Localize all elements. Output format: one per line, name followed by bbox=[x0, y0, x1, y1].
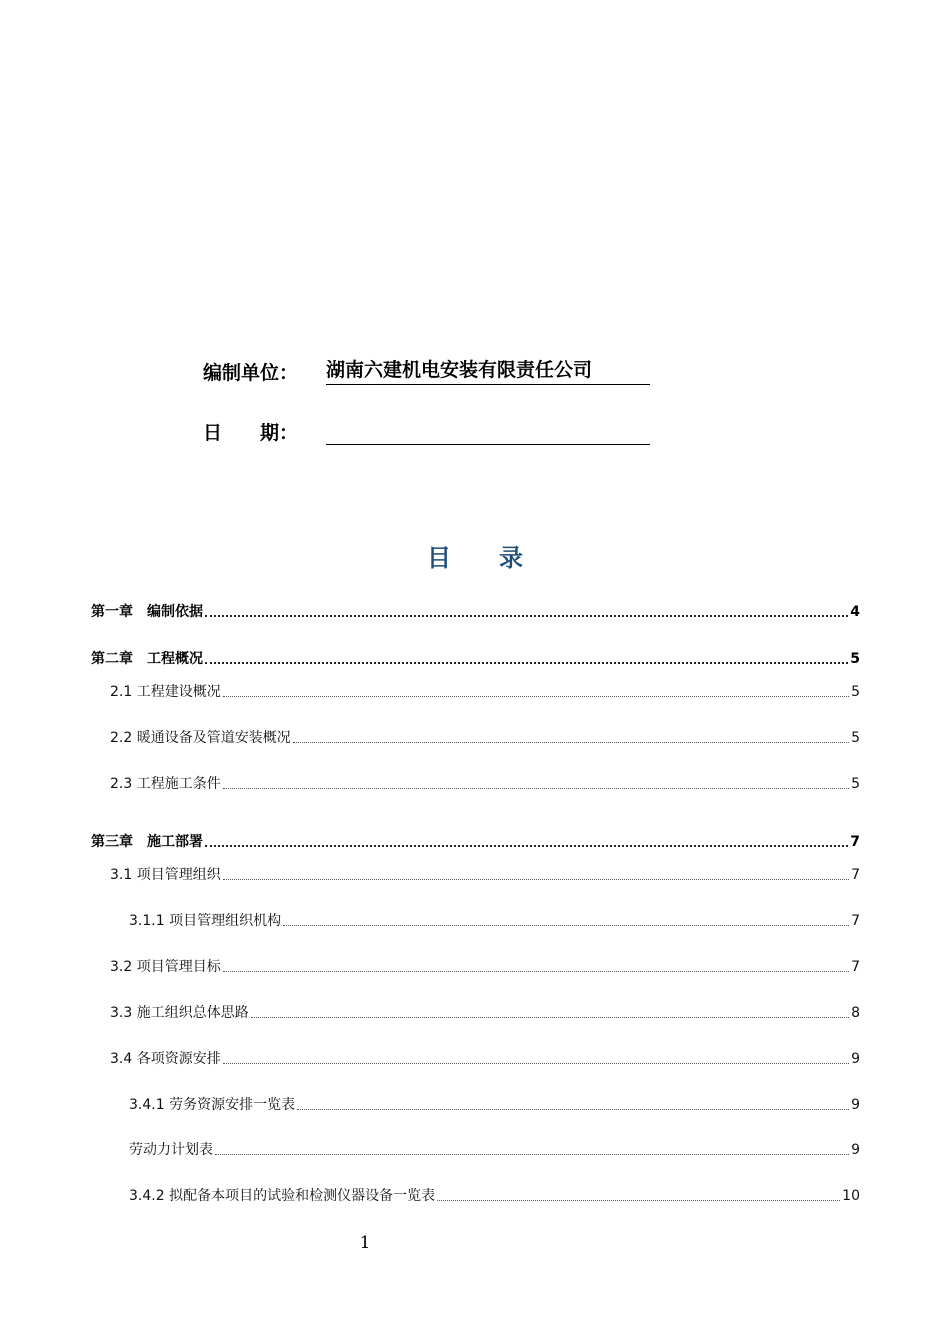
toc-entry-page: 5 bbox=[850, 651, 860, 667]
toc-entry-text: 劳动力计划表 bbox=[129, 1142, 213, 1158]
toc-entry-page: 5 bbox=[851, 684, 860, 700]
toc-entry-page: 7 bbox=[851, 913, 860, 929]
date-value bbox=[326, 418, 650, 445]
toc-entry-page: 9 bbox=[851, 1142, 860, 1158]
toc-entry[interactable] bbox=[0, 771, 860, 793]
toc-entry-text: 2.1 工程建设概况 bbox=[110, 684, 221, 700]
toc-entry-page: 10 bbox=[842, 1188, 860, 1204]
toc-entry-text: 第一章 编制依据 bbox=[91, 604, 203, 620]
toc-entry-text: 3.2 项目管理目标 bbox=[110, 959, 221, 975]
toc-title: 目 录 bbox=[427, 544, 523, 572]
toc-entry[interactable] bbox=[0, 599, 860, 621]
toc-dot-leader bbox=[293, 741, 849, 743]
toc-entry-page: 9 bbox=[851, 1097, 860, 1113]
toc-dot-leader bbox=[205, 614, 848, 617]
toc-dot-leader bbox=[205, 844, 848, 847]
toc-dot-leader bbox=[223, 970, 849, 972]
toc-dot-leader bbox=[437, 1199, 840, 1201]
toc-entry-page: 8 bbox=[851, 1005, 860, 1021]
toc-dot-leader bbox=[223, 1062, 849, 1064]
unit-value: 湖南六建机电安装有限责任公司 bbox=[326, 358, 650, 385]
toc-entry[interactable] bbox=[0, 679, 860, 701]
toc-entry[interactable] bbox=[0, 862, 860, 884]
toc-dot-leader bbox=[215, 1153, 849, 1155]
toc-entry-text: 3.1 项目管理组织 bbox=[110, 867, 221, 883]
toc-entry-text: 2.2 暖通设备及管道安装概况 bbox=[110, 730, 291, 746]
toc-dot-leader bbox=[283, 924, 849, 926]
toc-entry-page: 5 bbox=[851, 776, 860, 792]
toc-entry-text: 3.4.1 劳务资源安排一览表 bbox=[129, 1097, 296, 1113]
toc-entry-page: 4 bbox=[850, 604, 860, 620]
toc-entry-text: 3.3 施工组织总体思路 bbox=[110, 1005, 249, 1021]
toc-entry[interactable] bbox=[0, 1183, 860, 1205]
toc-entry-page: 7 bbox=[851, 959, 860, 975]
toc-entry[interactable] bbox=[0, 1046, 860, 1068]
toc-entry[interactable] bbox=[0, 829, 860, 851]
toc-entry[interactable] bbox=[0, 646, 860, 668]
toc-entry[interactable] bbox=[0, 725, 860, 747]
toc-entry-text: 第三章 施工部署 bbox=[91, 834, 203, 850]
toc-entry-page: 7 bbox=[850, 834, 860, 850]
toc-entry[interactable] bbox=[0, 1137, 860, 1159]
toc-entry-page: 9 bbox=[851, 1051, 860, 1067]
date-label: 日 期： bbox=[203, 422, 299, 444]
toc-entry[interactable] bbox=[0, 908, 860, 930]
toc-entry[interactable] bbox=[0, 954, 860, 976]
toc-entry-page: 5 bbox=[851, 730, 860, 746]
unit-label: 编制单位： bbox=[203, 362, 299, 384]
page-number: 1 bbox=[359, 1233, 371, 1253]
toc-dot-leader bbox=[297, 1108, 849, 1110]
toc-dot-leader bbox=[223, 787, 849, 789]
toc-dot-leader bbox=[205, 661, 848, 664]
toc-entry-text: 3.4 各项资源安排 bbox=[110, 1051, 221, 1067]
toc-entry-text: 第二章 工程概况 bbox=[91, 651, 203, 667]
toc-entry[interactable] bbox=[0, 1092, 860, 1114]
toc-dot-leader bbox=[251, 1016, 849, 1018]
toc-entry[interactable] bbox=[0, 1000, 860, 1022]
toc-entry-text: 3.4.2 拟配备本项目的试验和检测仪器设备一览表 bbox=[129, 1188, 436, 1204]
toc-entry-text: 3.1.1 项目管理组织机构 bbox=[129, 913, 282, 929]
toc-dot-leader bbox=[223, 878, 849, 880]
toc-dot-leader bbox=[223, 695, 849, 697]
toc-entry-text: 2.3 工程施工条件 bbox=[110, 776, 221, 792]
toc-entry-page: 7 bbox=[851, 867, 860, 883]
